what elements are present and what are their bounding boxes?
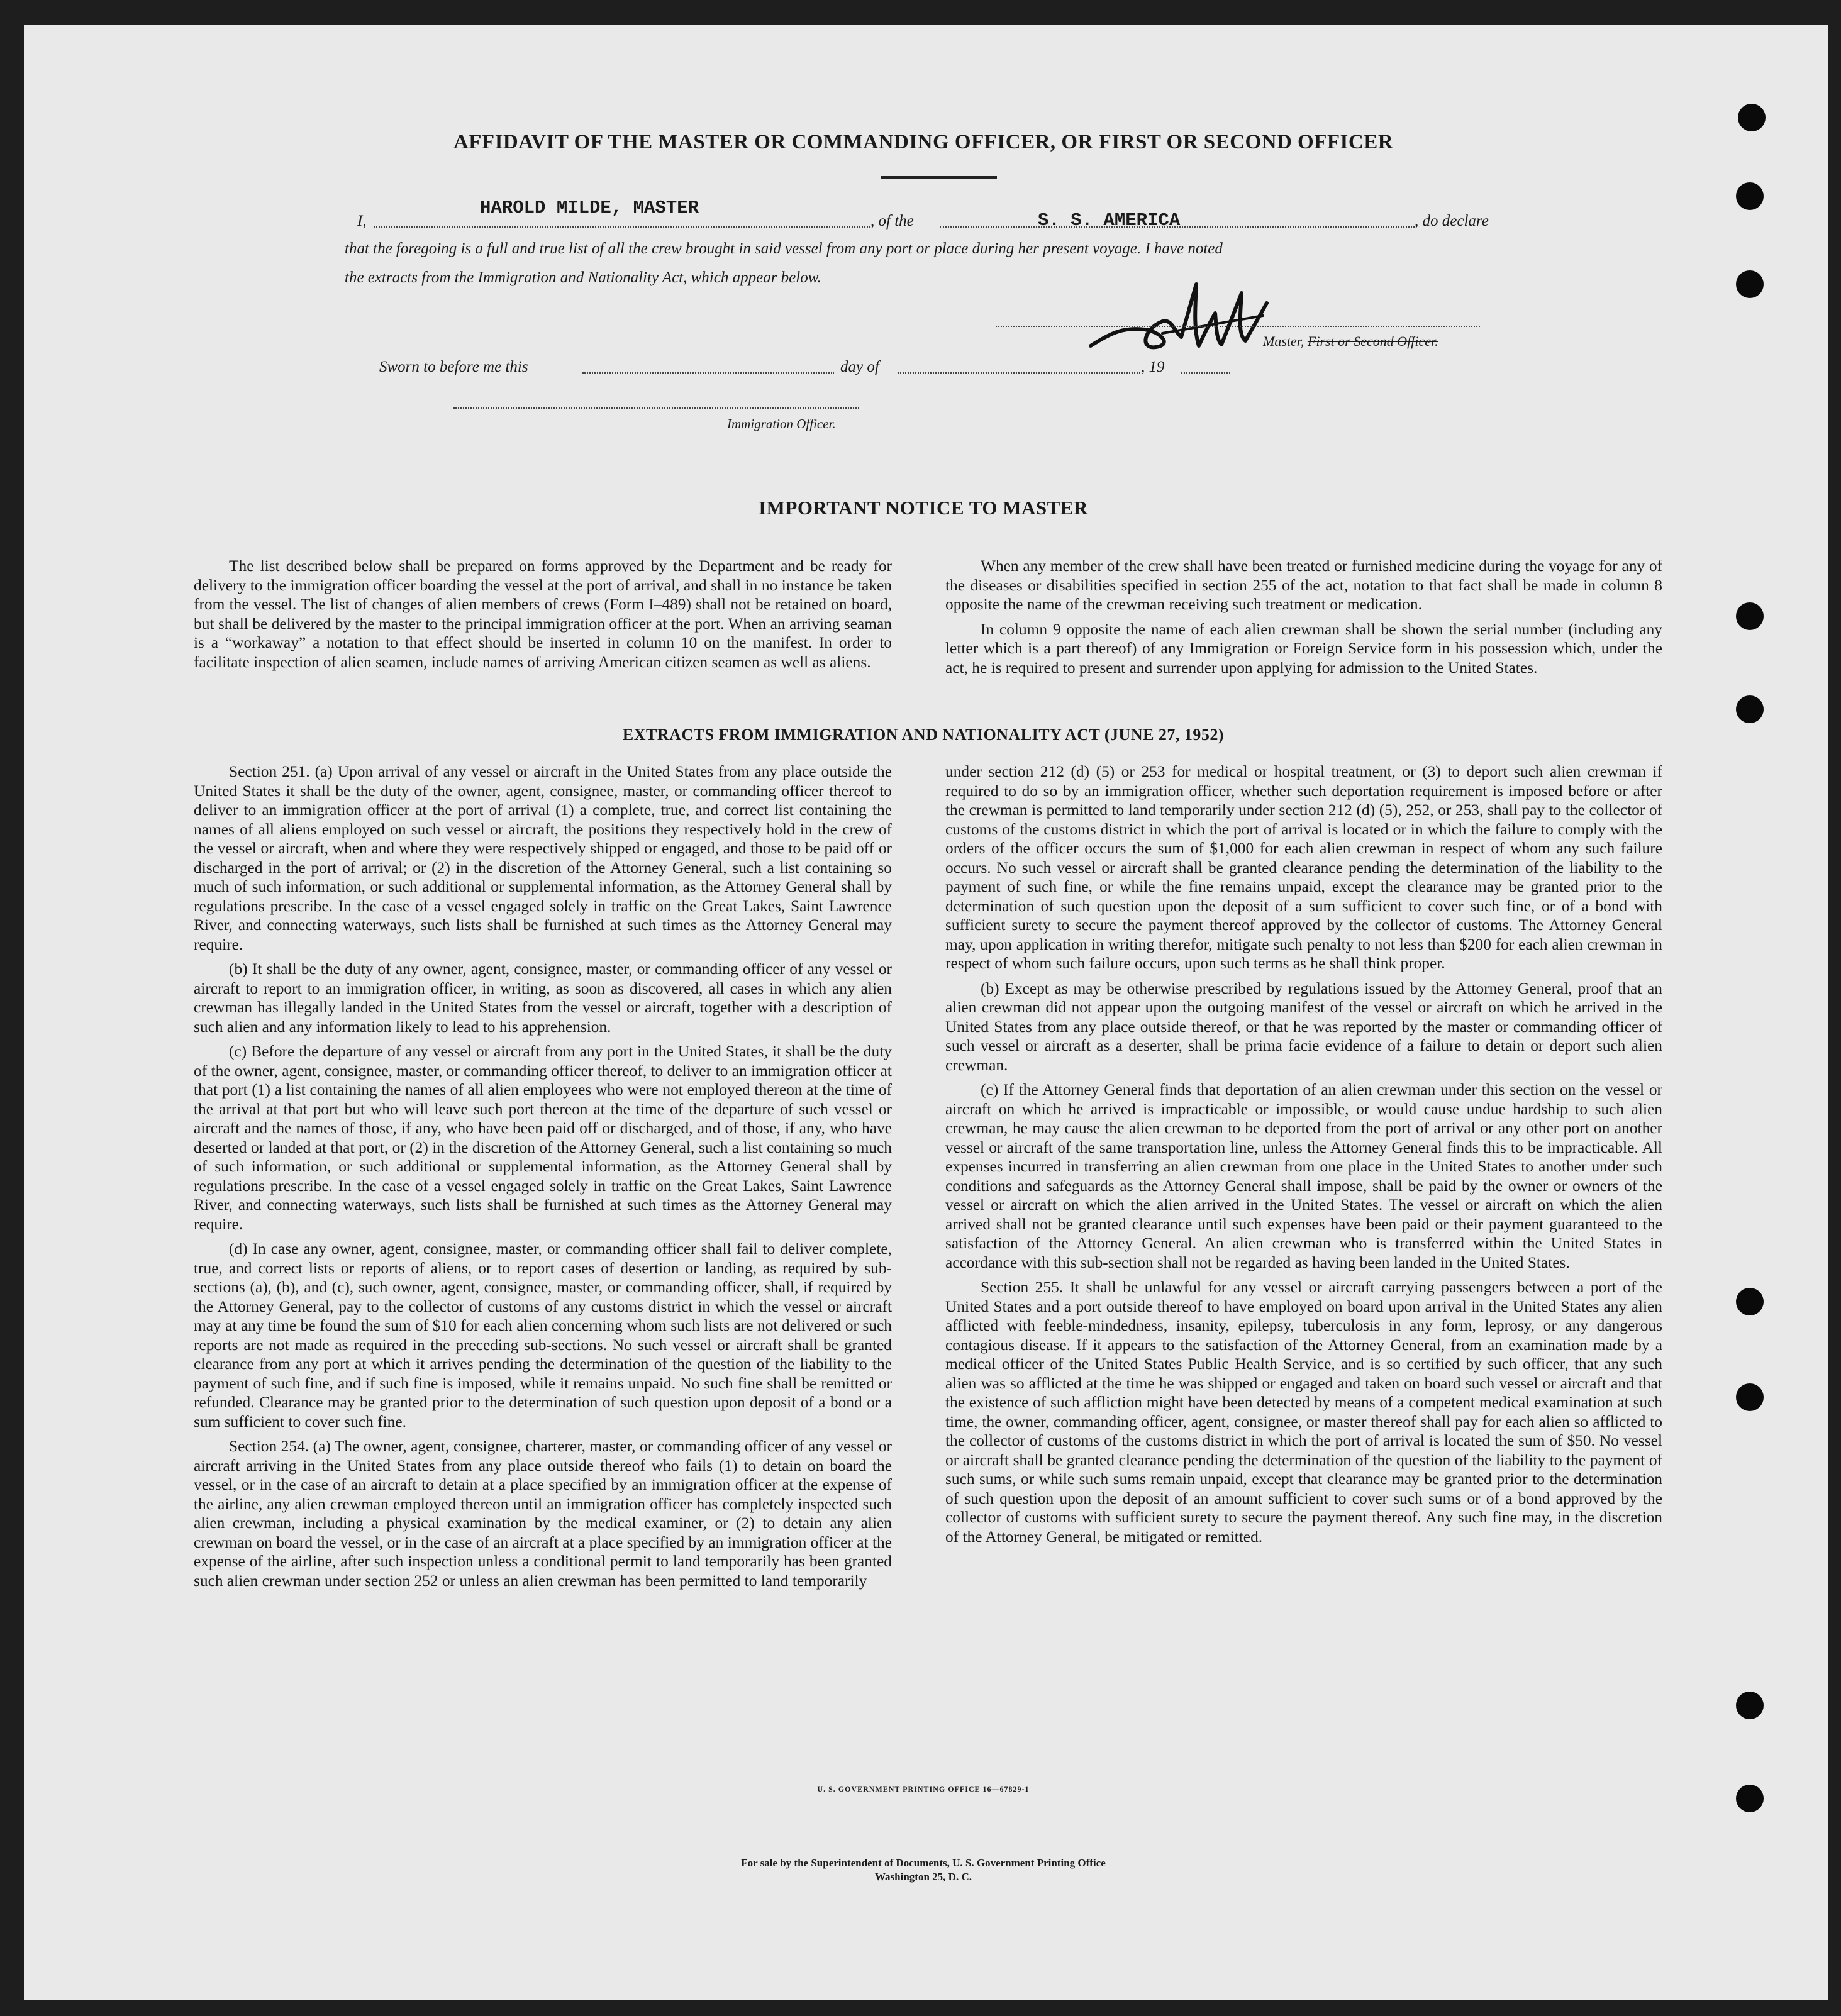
- section-251-a: Section 251. (a) Upon arrival of any vessel or aircraft in the United States from any place outside the United States it shall be the duty of the owner, agent, consignee, master, or commanding officer thereof to deliver to an immigration officer at the port of arrival (1) a complete, true, and correct list containing the names of all aliens employed on such vessel or aircraft, the positions they respectively hold in the crew of the vessel or aircraft, when and where they were respectively shipped or engaged, and those to be paid off or discharged in the port of arrival; or (2) in the discretion of the Attorney General, such a list containing so much of such information, or such additional or supplemental information, as the Attorney General shall by regulations prescribe. In the case of a vessel engaged solely in traffic on the Great Lakes, Saint Lawrence River, and connecting waterways, such lists shall be furnished at such times as the Attorney General may require.: [194, 763, 892, 953]
- sworn-month-line: [898, 372, 1140, 374]
- immigration-officer-line: [453, 407, 859, 409]
- signature-caption-struck: First or Second Officer.: [1307, 333, 1438, 349]
- notice-right-column: [945, 557, 1662, 677]
- affidavit-title: AFFIDAVIT OF THE MASTER OR COMMANDING OFFICER, OR FIRST OR SECOND OFFICER: [453, 131, 1394, 153]
- immigration-officer-caption: Immigration Officer.: [727, 416, 836, 431]
- section-251-d: (d) In case any owner, agent, consignee, master, or commanding officer shall fail to deliver complete, true, and correct lists or reports of aliens, or to report cases of desertion or landing, as required by sub-sections (a), (b), and (c), such owner, agent, consignee, master, or commanding officer, shall, if required by the Attorney General, pay to the collector of customs of any customs district in which the vessel or aircraft may at any time be found the sum of $10 for each alien concerning whom such lists are not delivered or such reports are not made as required in the preceding sub-sections. No such vessel or aircraft shall be granted clearance from any port at which it arrives pending the determination of the question of the liability to the payment of such fine, and if such fine is imposed, while it remains unpaid. No such fine shall be remitted or refunded. Clearance may be granted prior to the determination of such question upon deposit of a bond or a sum sufficient to cover such fine.: [194, 1240, 892, 1431]
- notice-right-paragraph-2: In column 9 opposite the name of each alien crewman shall be shown the serial number (including any letter which is a part thereof) of any Immigration or Foreign Service form in his possession which, under the act, he is required to present and surrender upon applying for admission to the United States.: [945, 620, 1662, 677]
- notice-title: IMPORTANT NOTICE TO MASTER: [759, 497, 1088, 519]
- document-page: [24, 25, 1828, 2000]
- sale-notice: [24, 1856, 1823, 1884]
- of-the-label: , of the: [870, 213, 914, 230]
- signature-caption: [1263, 333, 1438, 350]
- section-251-c: (c) Before the departure of any vessel or aircraft from any port in the United States, it shall be the duty of the owner, agent, consignee, master, or commanding officer thereof, to deliver to an immigration officer at that port (1) a list containing the names of all alien employees who were not employed thereon at the time of the arrival at that port but who will leave such port thereon at the time of the departure of such vessel or aircraft and the names of those, if any, who have been paid off or discharged, and of those, if any, who have deserted or landed at that port, or (2) in the discretion of the Attorney General, such a list containing so much of such information, or such additional or supplemental information, as the Attorney General shall by regulations prescribe. In the case of a vessel engaged solely in traffic on the Great Lakes, Saint Lawrence River, and connecting waterways, such lists shall be furnished at such times as the Attorney General may require.: [194, 1043, 892, 1233]
- punch-hole: [1738, 104, 1766, 131]
- signature-caption-master: Master,: [1263, 333, 1308, 349]
- punch-hole: [1736, 1692, 1764, 1719]
- section-254-b: (b) Except as may be otherwise prescribed by regulations issued by the Attorney General, proof that an alien crewman did not appear upon the outgoing manifest of the vessel or aircraft on which he arrived in the United States from any place outside thereof, or that he was reported by the master or commanding officer of such vessel or aircraft as a deserter, shall be prima facie evidence of a failure to detain or deport such alien crewman.: [945, 979, 1662, 1074]
- sworn-year-line: [1181, 372, 1230, 374]
- i-label: I,: [357, 213, 367, 230]
- vessel-name-field: S. S. AMERICA: [1038, 210, 1181, 231]
- sworn-label: Sworn to before me this: [379, 358, 528, 375]
- sworn-day-line: [582, 372, 834, 374]
- section-254-a-continued: under section 212 (d) (5) or 253 for medical or hospital treatment, or (3) to deport such alien crewman if required to do so by an immigration officer, whether such deportation requirement is imposed before or after the crewman is permitted to land temporarily under section 212 (d) (5), 252, or 253, shall pay to the collector of customs of the customs district in which the port of arrival is located or in which the failure to comply with the orders of the officer occurs the sum of $1,000 for each alien crewman in respect of whom any such failure occurs. No such vessel or aircraft shall be granted clearance pending the determination of the liability to the payment of such fine, or while the fine remains unpaid, except the clearance may be granted prior to the determination of such question upon the deposit of a sum sufficient to cover such fine, or of a bond with sufficient surety to secure the payment thereof approved by the collector of customs. The Attorney General may, upon application in writing therefor, mitigate such penalty to not less than $200 for each alien crewman in respect of whom such failure occurs, upon such terms as he shall think proper.: [945, 763, 1662, 972]
- year-label: , 19: [1141, 358, 1165, 375]
- master-signature: [1087, 272, 1276, 372]
- master-name-line: [374, 226, 870, 228]
- section-254-c: (c) If the Attorney General finds that deportation of an alien crewman under this section on the vessel or aircraft on which he arrived is impracticable or impossible, or would cause undue hardship to such alien crewman, he may cause the alien crewman to be deported from the port of arrival or any other port on another vessel or aircraft of the same transportation line, unless the Attorney General finds this to be impracticable. All expenses incurred in transferring an alien crewman from one place in the United States to another under such conditions and safeguards as the Attorney General shall impose, shall be paid by the owner or owners of the vessel or aircraft on which the alien arrived in the United States. The vessel or aircraft on which the alien arrived shall not be granted clearance until such expenses have been paid or their payment guaranteed to the satisfaction of the Attorney General. An alien crewman who is transferred within the United States in accordance with this sub-section shall not be regarded as having been landed in the United States.: [945, 1081, 1662, 1271]
- section-255: Section 255. It shall be unlawful for any vessel or aircraft carrying passengers between a port of the United States and a port outside thereof to have employed on board upon arrival in the United States any alien afflicted with feeble-mindedness, insanity, epilepsy, tuberculosis in any form, leprosy, or any dangerous contagious disease. If it appears to the satisfaction of the Attorney General, from an examination made by a medical officer of the United States Public Health Service, and is so certified by such officer, that any such alien was so afflicted at the time he was shipped or engaged and taken on board such vessel or aircraft and that the existence of such affliction might have been detected by means of a competent medical examination at such time, the owner, commanding officer, agent, consignee, or master thereof shall pay for each alien so afflicted to the collector of customs of the customs district in which the port of arrival is located the sum of $50. No vessel or aircraft shall be granted clearance pending the determination of the question of the liability to the payment of such sums, or while such sums remain unpaid, except that clearance may be granted prior to the determination of such question upon the deposit of an amount sufficient to cover such sums or of a bond approved by the collector of customs with sufficient surety to secure the payment thereof. Any such fine may, in the discretion of the Attorney General, be mitigated or remitted.: [945, 1278, 1662, 1546]
- punch-hole: [1736, 270, 1764, 298]
- do-declare-label: , do declare: [1415, 213, 1489, 230]
- section-254-a: Section 254. (a) The owner, agent, consignee, charterer, master, or commanding officer of any vessel or aircraft arriving in the United States from any place outside thereof who fails (1) to detain on board the vessel, or in the case of an aircraft to detain at a place specified by an immigration officer at the expense of the airline, any alien crewman employed thereon until an immigration officer has completely inspected such alien crewman, including a physical examination by the medical examiner, or (2) to detain any alien crewman on board the vessel, or in the case of an aircraft at a place specified by an immigration officer at the expense of the airline, after such inspection unless a conditional permit to land temporarily has been granted such alien crewman under section 252 or unless an alien crewman has been permitted to land temporarily: [194, 1437, 892, 1590]
- sale-line-1: For sale by the Superintendent of Documents, U. S. Government Printing Office: [741, 1857, 1106, 1869]
- punch-hole: [1736, 602, 1764, 630]
- punch-hole: [1736, 1288, 1764, 1315]
- notice-right-paragraph-1: When any member of the crew shall have been treated or furnished medicine during the voyage for any of the diseases or disabilities specified in section 255 of the act, notation to that fact shall be made in column 8 opposite the name of the crewman receiving such treatment or medication.: [945, 557, 1662, 613]
- signature-line: [996, 326, 1480, 327]
- punch-hole: [1736, 1785, 1764, 1812]
- section-251-b: (b) It shall be the duty of any owner, agent, consignee, master, or commanding officer of any vessel or aircraft to report to an immigration officer, in writing, as soon as discovered, all cases in which any alien crewman has illegally landed in the United States from the vessel or aircraft, together with a description of such alien and any information likely to lead to his apprehension.: [194, 960, 892, 1036]
- day-of-label: day of: [840, 358, 879, 375]
- printer-line: U. S. GOVERNMENT PRINTING OFFICE 16—67829-1: [817, 1785, 1030, 1793]
- title-rule: [881, 176, 997, 179]
- statement-line-1: that the foregoing is a full and true list of all the crew brought in said vessel from any port or place during her present voyage. I have noted: [345, 240, 1223, 257]
- extracts-left-column: [194, 762, 892, 1590]
- notice-left-column: [194, 557, 892, 672]
- punch-hole: [1736, 695, 1764, 723]
- statement-line-2: the extracts from the Immigration and Nationality Act, which appear below.: [345, 269, 821, 286]
- punch-hole: [1736, 1383, 1764, 1411]
- punch-hole: [1736, 182, 1764, 210]
- master-name-field: HAROLD MILDE, MASTER: [480, 197, 699, 218]
- extracts-title: EXTRACTS FROM IMMIGRATION AND NATIONALITY ACT (JUNE 27, 1952): [622, 726, 1225, 744]
- extracts-right-column: [945, 762, 1662, 1546]
- sale-line-2: Washington 25, D. C.: [875, 1871, 972, 1883]
- notice-left-paragraph: The list described below shall be prepared on forms approved by the Department and be ready for delivery to the immigration officer boarding the vessel at the port of arrival, and shall in no instance be taken from the vessel. The list of changes of alien members of crews (Form I–489) shall not be retained on board, but shall be delivered by the master to the principal immigration officer at the port. When an arriving seaman is a “workaway” a notation to that effect should be inserted in column 10 on the manifest. In order to facilitate inspection of alien seamen, include names of arriving American citizen seamen as well as aliens.: [194, 557, 892, 671]
